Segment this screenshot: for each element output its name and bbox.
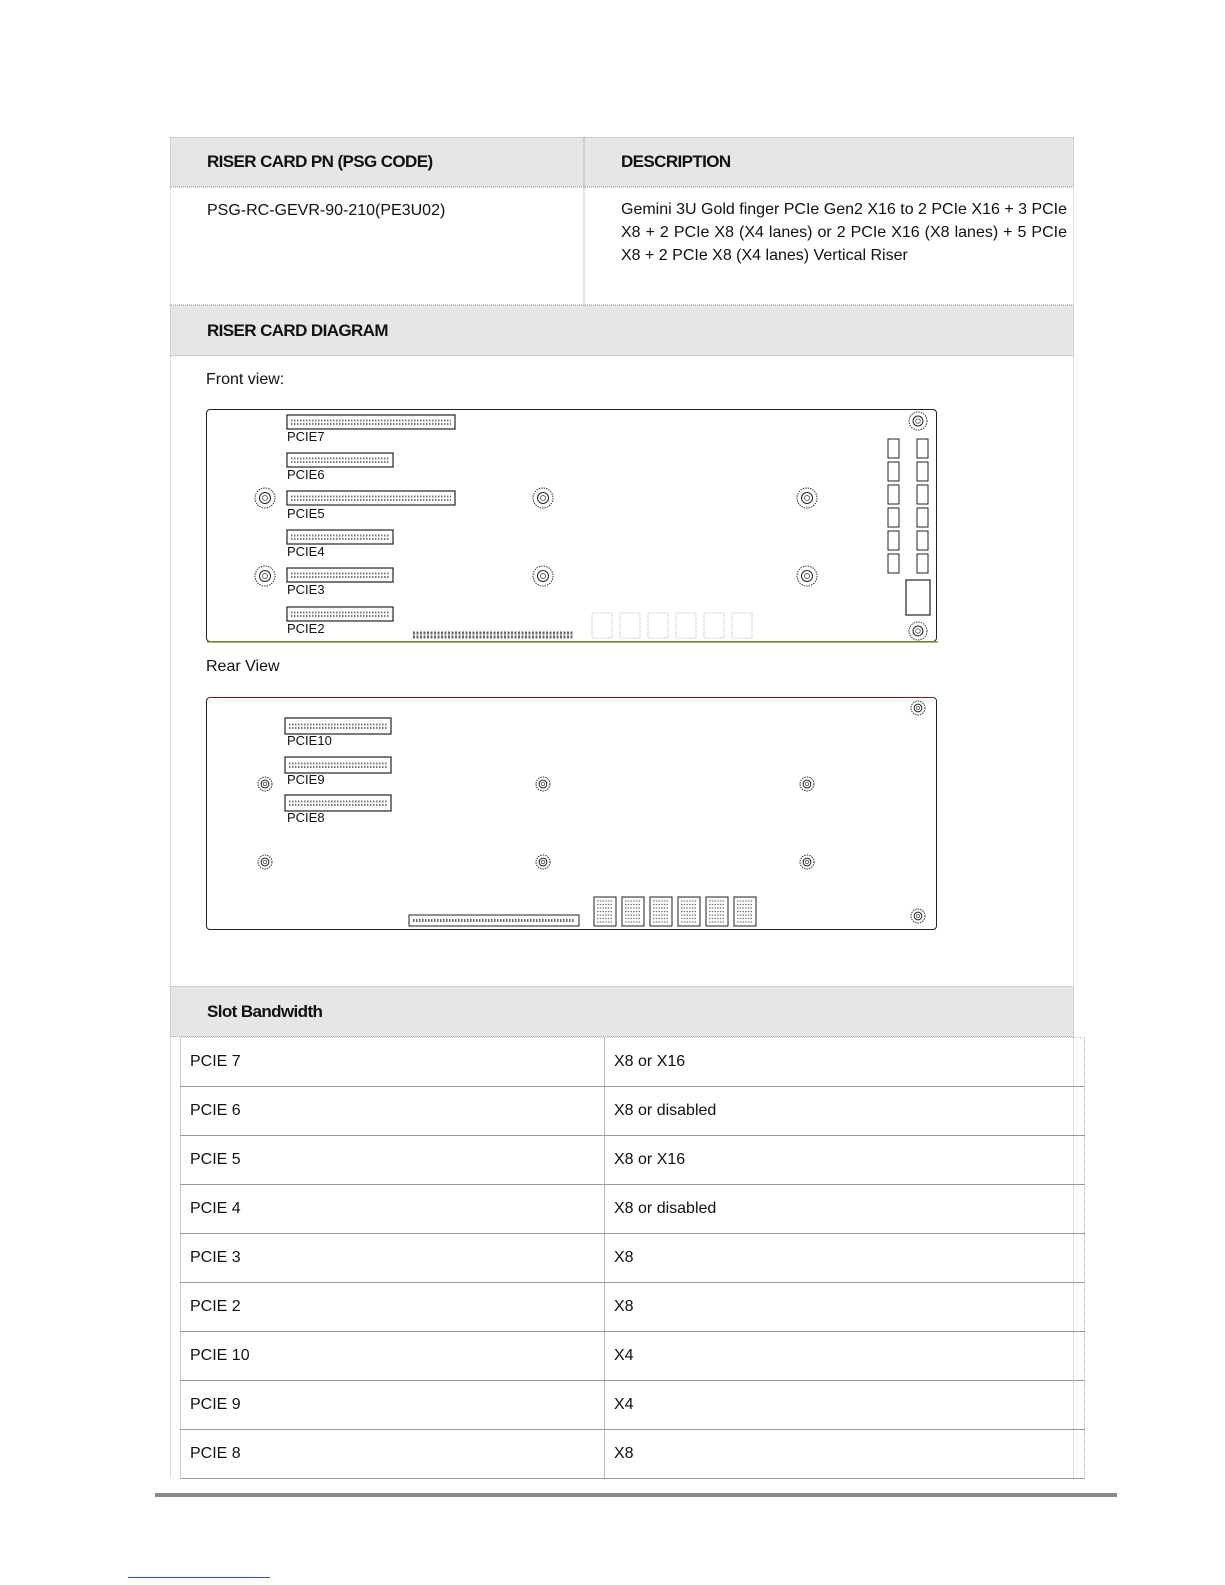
mount-hole bbox=[533, 488, 553, 508]
slot-bandwidth-value: X8 bbox=[614, 1298, 634, 1315]
mount-hole bbox=[536, 777, 550, 791]
front-view-label: Front view: bbox=[206, 371, 285, 388]
table-row bbox=[180, 1086, 1085, 1135]
connector bbox=[888, 462, 899, 481]
mount-hole bbox=[255, 488, 275, 508]
front-board-drawing bbox=[207, 410, 938, 643]
slot-name: PCIE 7 bbox=[190, 1053, 241, 1070]
slot-bandwidth-value: X4 bbox=[614, 1347, 634, 1364]
slot-name: PCIE 4 bbox=[190, 1200, 241, 1217]
connector bbox=[888, 485, 899, 504]
mount-hole bbox=[911, 909, 925, 923]
pin-array bbox=[592, 613, 612, 638]
mount-hole bbox=[911, 701, 925, 715]
diagram-header bbox=[170, 305, 1074, 356]
slot-label-pcie7: PCIE7 bbox=[287, 429, 325, 444]
pin-array bbox=[704, 613, 724, 638]
pcie2-slot bbox=[287, 607, 393, 621]
slot-label-pcie9: PCIE9 bbox=[287, 772, 325, 787]
table-row bbox=[180, 1282, 1085, 1331]
connector bbox=[917, 439, 928, 458]
table-row bbox=[180, 1037, 1085, 1086]
connector bbox=[917, 485, 928, 504]
rear-connector bbox=[650, 897, 672, 926]
pcie6-slot bbox=[287, 453, 393, 467]
table-row bbox=[180, 1380, 1085, 1429]
pin-array bbox=[676, 613, 696, 638]
mount-hole bbox=[255, 566, 275, 586]
slot-bandwidth-value: X8 or X16 bbox=[614, 1151, 686, 1168]
product-pn: PSG-RC-GEVR-90-210(PE3U02) bbox=[207, 202, 446, 219]
pin-array bbox=[620, 613, 640, 638]
slot-name: PCIE 6 bbox=[190, 1102, 241, 1119]
footer-link-underline bbox=[128, 1577, 270, 1578]
table-row bbox=[180, 1331, 1085, 1380]
mount-hole bbox=[536, 855, 550, 869]
header-pn-label: RISER CARD PN (PSG CODE) bbox=[207, 152, 433, 171]
power-connector bbox=[906, 580, 930, 615]
mount-hole bbox=[909, 622, 927, 640]
mount-hole bbox=[533, 566, 553, 586]
pcie7-slot bbox=[287, 415, 455, 429]
pcie9-slot bbox=[285, 757, 391, 773]
slot-label-pcie10: PCIE10 bbox=[287, 733, 332, 748]
slot-name: PCIE 5 bbox=[190, 1151, 241, 1168]
connector bbox=[888, 531, 899, 550]
table-header-pn bbox=[170, 137, 584, 187]
mount-hole bbox=[800, 777, 814, 791]
rear-connector bbox=[678, 897, 700, 926]
slot-name: PCIE 10 bbox=[190, 1347, 250, 1364]
front-mount-holes bbox=[255, 412, 927, 640]
slot-name: PCIE 2 bbox=[190, 1298, 241, 1315]
product-pn-cell bbox=[170, 187, 584, 305]
product-description: Gemini 3U Gold finger PCIe Gen2 X16 to 2 PCIe X16 + 3 PCIe X8 + 2 PCIe X8 (X4 lanes) or 2 PCIe X16 (X8 lanes) + 5 PCIe X8 + 2 PCIe X8 (X4 lanes) Vertical Riser bbox=[621, 201, 1068, 264]
product-description-cell bbox=[584, 187, 1074, 305]
slot-label-pcie6: PCIE6 bbox=[287, 467, 325, 482]
slot-label-pcie8: PCIE8 bbox=[287, 810, 325, 825]
slot-name: PCIE 8 bbox=[190, 1445, 241, 1462]
connector bbox=[888, 439, 899, 458]
connector bbox=[888, 554, 899, 573]
pin-array bbox=[732, 613, 752, 638]
slot-bandwidth-value: X8 or disabled bbox=[614, 1200, 717, 1217]
table-row bbox=[180, 1135, 1085, 1184]
mount-hole bbox=[909, 412, 927, 430]
slot-label-pcie3: PCIE3 bbox=[287, 582, 325, 597]
footer-rule bbox=[155, 1493, 1117, 1497]
rear-connector bbox=[734, 897, 756, 926]
table-row bbox=[180, 1184, 1085, 1233]
bandwidth-header bbox=[170, 986, 1074, 1037]
pcie5-slot bbox=[287, 491, 455, 505]
mount-hole bbox=[800, 855, 814, 869]
rear-connector bbox=[706, 897, 728, 926]
slot-bandwidth-value: X8 bbox=[614, 1445, 634, 1462]
pcie4-slot bbox=[287, 530, 393, 544]
mount-hole bbox=[258, 855, 272, 869]
connector bbox=[917, 554, 928, 573]
slot-name: PCIE 9 bbox=[190, 1396, 241, 1413]
mount-hole bbox=[258, 777, 272, 791]
connector bbox=[888, 508, 899, 527]
mount-hole bbox=[797, 566, 817, 586]
rear-connector bbox=[594, 897, 616, 926]
rear-view-label: Rear View bbox=[206, 658, 280, 675]
pcie10-slot bbox=[285, 718, 391, 734]
slot-bandwidth-value: X8 bbox=[614, 1249, 634, 1266]
rear-connector bbox=[622, 897, 644, 926]
rear-view-board bbox=[206, 697, 937, 930]
bandwidth-title: Slot Bandwidth bbox=[207, 1002, 323, 1021]
table-header-description bbox=[584, 137, 1074, 187]
connector bbox=[917, 531, 928, 550]
slot-name: PCIE 3 bbox=[190, 1249, 241, 1266]
front-view-board bbox=[206, 409, 937, 642]
rear-slots bbox=[285, 718, 391, 811]
slot-bandwidth-value: X8 or X16 bbox=[614, 1053, 686, 1070]
slot-label-pcie5: PCIE5 bbox=[287, 506, 325, 521]
connector bbox=[917, 462, 928, 481]
slot-label-pcie2: PCIE2 bbox=[287, 621, 325, 636]
diagram-title: RISER CARD DIAGRAM bbox=[207, 321, 388, 340]
mount-hole bbox=[797, 488, 817, 508]
connector bbox=[917, 508, 928, 527]
table-row bbox=[180, 1429, 1085, 1478]
slot-bandwidth-value: X8 or disabled bbox=[614, 1102, 717, 1119]
rear-bottom-connectors bbox=[409, 897, 756, 926]
table-row bbox=[180, 1233, 1085, 1282]
header-description-label: DESCRIPTION bbox=[621, 152, 731, 171]
slot-bandwidth-value: X4 bbox=[614, 1396, 634, 1413]
slot-label-pcie4: PCIE4 bbox=[287, 544, 325, 559]
front-right-connectors bbox=[888, 439, 930, 615]
pcie8-slot bbox=[285, 795, 391, 811]
pin-array bbox=[648, 613, 668, 638]
pcie3-slot bbox=[287, 568, 393, 582]
